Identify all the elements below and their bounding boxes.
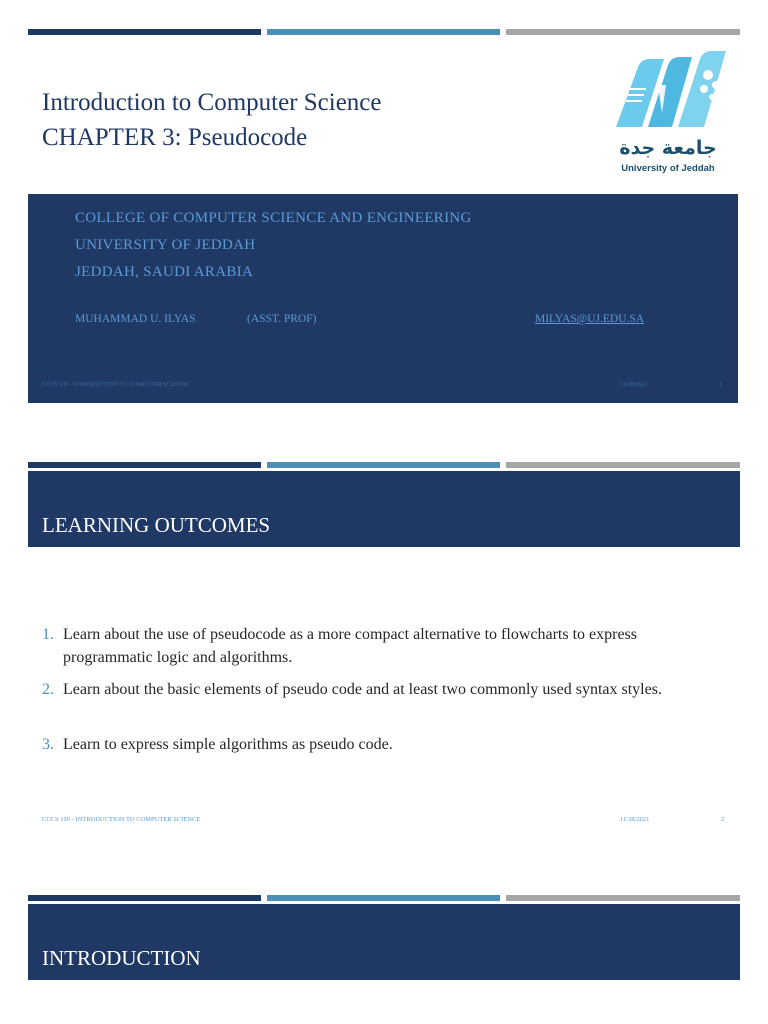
- footer-course: CCCS 100 - INTRODUCTION TO COMPUTER SCIENCE: [42, 816, 201, 823]
- accent-bar-gray: [506, 462, 740, 468]
- outcome-text: Learn about the use of pseudocode as a more compact alternative to flowcharts to express programmatic logic and algorithms.: [63, 626, 638, 666]
- footer-date: 11/28/2021: [620, 382, 648, 388]
- slide-heading: LEARNING OUTCOMES: [42, 513, 271, 537]
- outcome-text: Learn about the basic elements of pseudo code and at least two commonly used syntax styles.: [63, 681, 662, 698]
- logo-arabic-name: جامعة جدة: [619, 137, 717, 159]
- slide-header: [28, 471, 740, 547]
- author-name: MUHAMMAD U. ILYAS: [75, 313, 196, 325]
- outcome-number: 2.: [42, 681, 54, 698]
- footer-date: 11/28/2021: [620, 816, 650, 823]
- accent-bar-blue: [267, 29, 500, 35]
- author-title: (ASST. PROF): [247, 313, 317, 325]
- author-email-link[interactable]: MILYAS@UJ.EDU.SA: [535, 313, 645, 325]
- university-logo-mark: [608, 45, 730, 135]
- accent-bar-gray: [506, 895, 740, 901]
- outcome-item: [42, 733, 722, 756]
- info-panel: [28, 194, 738, 403]
- footer-course: CCCS 100 - INTRODUCTION TO COMPUTER SCIENCE: [42, 382, 189, 388]
- accent-bar-dark: [28, 462, 261, 468]
- outcome-item: [42, 678, 722, 701]
- logo-english-name: University of Jeddah: [621, 163, 715, 174]
- accent-bar-blue: [267, 895, 500, 901]
- accent-bar-dark: [28, 895, 261, 901]
- accent-bar-gray: [506, 29, 740, 35]
- outcome-text: Learn to express simple algorithms as pseudo code.: [63, 736, 393, 753]
- slide-header: [28, 904, 740, 980]
- footer-page-number: 1: [719, 382, 722, 388]
- slide-title-line-2: CHAPTER 3: Pseudocode: [42, 124, 308, 151]
- footer-page-number: 2: [721, 816, 725, 823]
- slide-heading: INTRODUCTION: [42, 946, 201, 970]
- accent-bar-dark: [28, 29, 261, 35]
- university-logo: [608, 45, 730, 180]
- outcome-number: 3.: [42, 736, 54, 753]
- college-name: COLLEGE OF COMPUTER SCIENCE AND ENGINEERING: [75, 210, 472, 226]
- location: JEDDAH, SAUDI ARABIA: [75, 264, 254, 280]
- accent-bar-blue: [267, 462, 500, 468]
- outcome-item: [42, 623, 722, 669]
- university-name: UNIVERSITY OF JEDDAH: [75, 237, 256, 253]
- slide-title-line-1: Introduction to Computer Science: [42, 89, 382, 116]
- outcome-number: 1.: [42, 626, 54, 643]
